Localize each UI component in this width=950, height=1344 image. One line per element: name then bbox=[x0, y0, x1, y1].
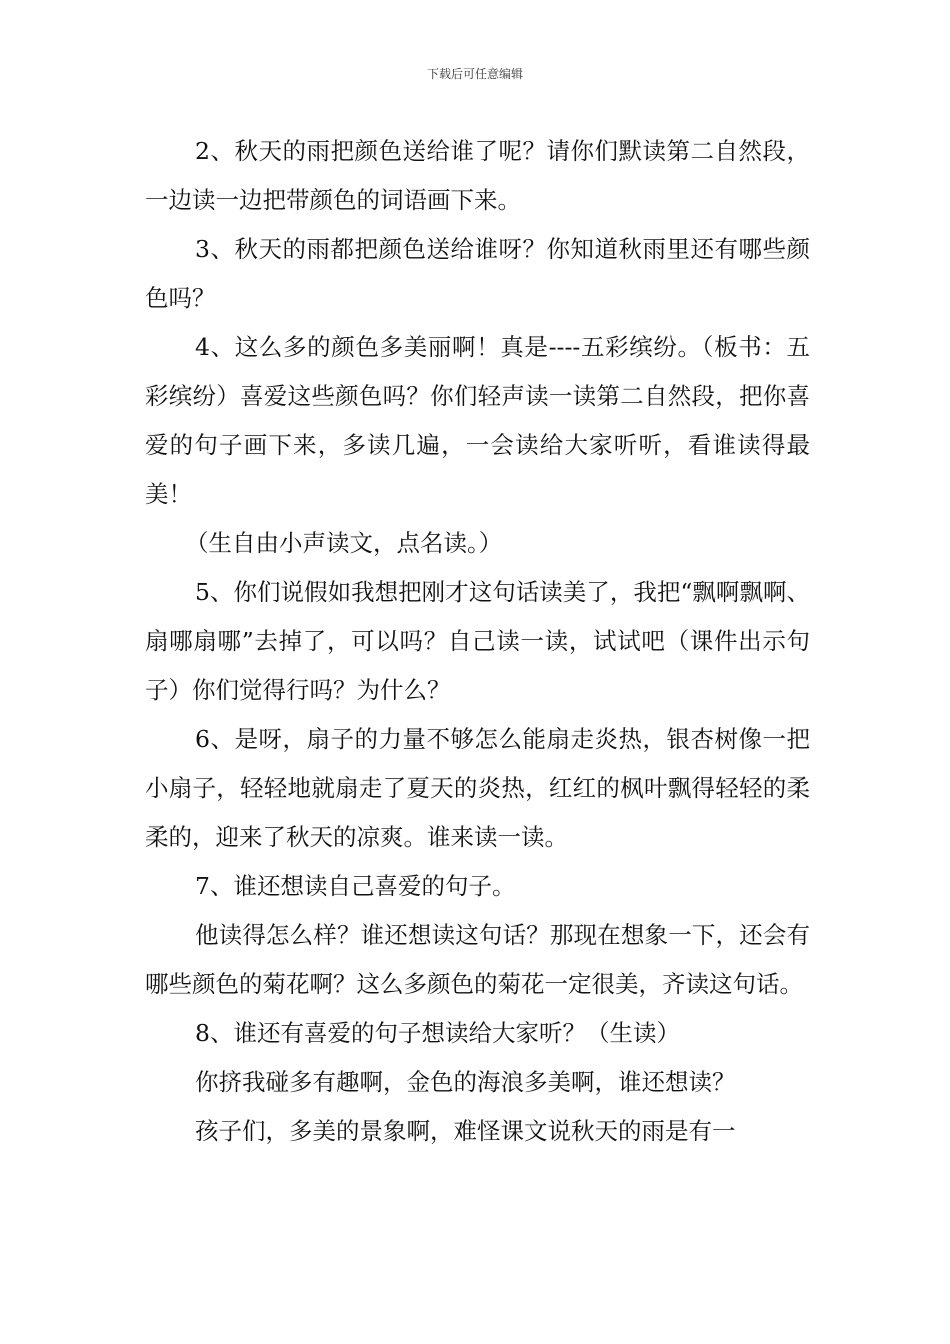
paragraph-children: 孩子们，多美的景象啊，难怪课文说秋天的雨是有一 bbox=[195, 1117, 736, 1145]
paragraph-6: 6、是呀，扇子的力量不够怎么能扇走炎热，银杏树像一把小扇子，轻轻地就扇走了夏天的炎热，红红的枫叶飘得轻轻的柔柔的，迎来了秋天的凉爽。谁来读一读。 bbox=[145, 725, 810, 851]
paragraph-student-reading: （生自由小声读文，点名读。） bbox=[185, 529, 503, 557]
paragraph-3: 3、秋天的雨都把颜色送给谁呀？你知道秋雨里还有哪些颜色吗？ bbox=[145, 235, 810, 312]
paragraph-5: 5、你们说假如我想把刚才这句话读美了，我把“飘啊飘啊、扇哪扇哪”去掉了，可以吗？自己读一读，试试吧（课件出示句子）你们觉得行吗？为什么？ bbox=[145, 578, 810, 704]
paragraph-4: 4、这么多的颜色多美丽啊！真是----五彩缤纷。（板书：五彩缤纷）喜爱这些颜色吗？你们轻声读一读第二自然段，把你喜爱的句子画下来，多读几遍，一会读给大家听听，看谁读得最美！ bbox=[145, 333, 810, 508]
paragraph-2: 2、秋天的雨把颜色送给谁了呢？请你们默读第二自然段，一边读一边把带颜色的词语画下来。 bbox=[145, 137, 810, 214]
paragraph-7: 7、谁还想读自己喜爱的句子。 bbox=[195, 872, 516, 900]
page-header: 下载后可任意编辑 bbox=[426, 67, 523, 81]
document-body bbox=[145, 127, 810, 1156]
paragraph-8: 8、谁还有喜爱的句子想读给大家听？（生读） bbox=[195, 1019, 680, 1047]
paragraph-follow-up: 他读得怎么样？谁还想读这句话？那现在想象一下，还会有哪些颜色的菊花啊？这么多颜色的菊花一定很美，齐读这句话。 bbox=[145, 921, 810, 998]
paragraph-fun: 你挤我碰多有趣啊，金色的海浪多美啊，谁还想读？ bbox=[195, 1068, 736, 1096]
